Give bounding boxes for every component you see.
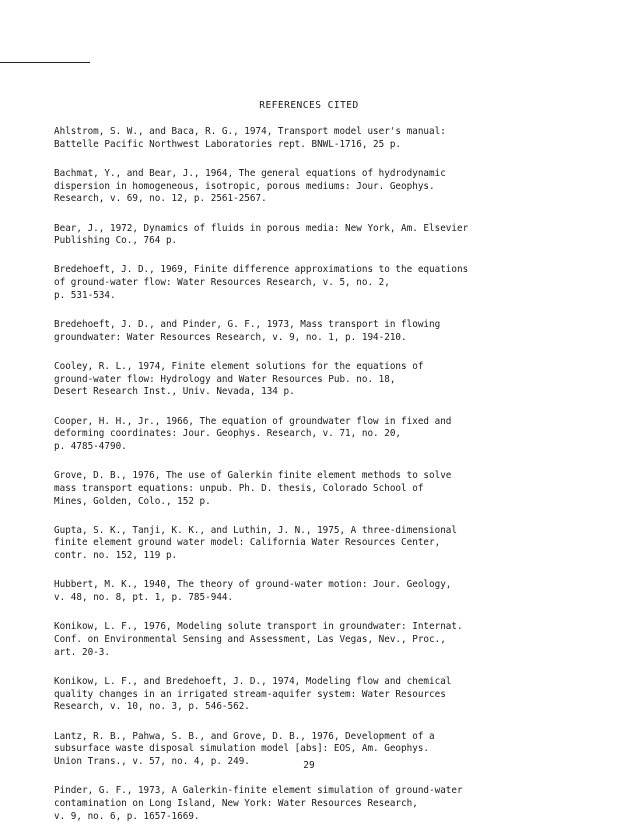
reference-line: contr. no. 152, 119 p. — [54, 550, 178, 562]
reference-line: Publishing Co., 764 p. — [54, 235, 178, 247]
reference-line: Research, v. 69, no. 12, p. 2561-2567. — [54, 193, 267, 205]
reference-line: contamination on Long Island, New York: Water Resources Research, — [54, 797, 418, 809]
reference-line: Konikow, L. F., 1976, Modeling solute transport in groundwater: Internat. — [54, 621, 463, 633]
reference-entry — [54, 361, 534, 399]
reference-entry — [54, 168, 534, 206]
top-rule — [0, 62, 90, 63]
reference-line: Battelle Pacific Northwest Laboratories rept. BNWL-1716, 25 p. — [54, 138, 402, 150]
reference-line: Desert Research Inst., Univ. Nevada, 134 p. — [54, 386, 295, 398]
reference-line: finite element ground water model: California Water Resources Center, — [54, 537, 441, 549]
reference-line: Bachmat, Y., and Bear, J., 1964, The general equations of hydrodynamic — [54, 167, 446, 179]
reference-line: Cooley, R. L., 1974, Finite element solutions for the equations of — [54, 360, 424, 372]
reference-line: Gupta, S. K., Tanji, K. K., and Luthin, J. N., 1975, A three-dimensional — [54, 524, 457, 536]
reference-line: quality changes in an irrigated stream-aquifer system: Water Resources — [54, 688, 446, 700]
reference-entry — [54, 525, 534, 563]
reference-entry — [54, 416, 534, 454]
reference-line: Cooper, H. H., Jr., 1966, The equation of groundwater flow in fixed and — [54, 415, 452, 427]
reference-line: mass transport equations: unpub. Ph. D. thesis, Colorado School of — [54, 482, 424, 494]
reference-line: dispersion in homogeneous, isotropic, porous mediums: Jour. Geophys. — [54, 180, 435, 192]
reference-line: Pinder, G. F., 1973, A Galerkin-finite element simulation of ground-water — [54, 785, 463, 797]
reference-line: Lantz, R. B., Pahwa, S. B., and Grove, D. B., 1976, Development of a — [54, 730, 435, 742]
reference-line: Bredehoeft, J. D., and Pinder, G. F., 1973, Mass transport in flowing — [54, 319, 441, 331]
reference-line: ground-water flow: Hydrology and Water Resources Pub. no. 18, — [54, 373, 396, 385]
reference-entry — [54, 579, 534, 604]
reference-line: v. 9, no. 6, p. 1657-1669. — [54, 810, 200, 822]
reference-entry — [54, 126, 534, 151]
reference-entry — [54, 785, 534, 823]
reference-list — [54, 126, 534, 840]
reference-line: Conf. on Environmental Sensing and Assessment, Las Vegas, Nev., Proc., — [54, 633, 446, 645]
reference-line: Hubbert, M. K., 1940, The theory of ground-water motion: Jour. Geology, — [54, 579, 452, 591]
reference-line: Konikow, L. F., and Bredehoeft, J. D., 1974, Modeling flow and chemical — [54, 675, 452, 687]
reference-entry — [54, 621, 534, 659]
reference-line: deforming coordinates: Jour. Geophys. Research, v. 71, no. 20, — [54, 428, 402, 440]
reference-entry — [54, 319, 534, 344]
reference-line: groundwater: Water Resources Research, v. 9, no. 1, p. 194-210. — [54, 331, 407, 343]
reference-entry — [54, 223, 534, 248]
reference-line: v. 48, no. 8, pt. 1, p. 785-944. — [54, 592, 234, 604]
reference-line: Grove, D. B., 1976, The use of Galerkin finite element methods to solve — [54, 470, 452, 482]
section-heading: REFERENCES CITED — [259, 100, 359, 111]
reference-line: art. 20-3. — [54, 646, 110, 658]
reference-line: p. 531-534. — [54, 289, 116, 301]
reference-line: of ground-water flow: Water Resources Research, v. 5, no. 2, — [54, 277, 390, 289]
reference-line: Bear, J., 1972, Dynamics of fluids in porous media: New York, Am. Elsevier — [54, 222, 469, 234]
reference-entry — [54, 676, 534, 714]
reference-line: Ahlstrom, S. W., and Baca, R. G., 1974, Transport model user's manual: — [54, 126, 446, 137]
reference-line: Union Trans., v. 57, no. 4, p. 249. — [54, 755, 250, 767]
reference-line: p. 4785-4790. — [54, 440, 127, 452]
reference-entry — [54, 470, 534, 508]
reference-entry — [54, 264, 534, 302]
reference-line: subsurface waste disposal simulation model [abs]: EOS, Am. Geophys. — [54, 743, 430, 755]
reference-line: Research, v. 10, no. 3, p. 546-562. — [54, 701, 250, 713]
reference-line: Bredehoeft, J. D., 1969, Finite difference approximations to the equations — [54, 264, 469, 276]
reference-line: Mines, Golden, Colo., 152 p. — [54, 495, 211, 507]
page-number: 29 — [303, 760, 315, 771]
